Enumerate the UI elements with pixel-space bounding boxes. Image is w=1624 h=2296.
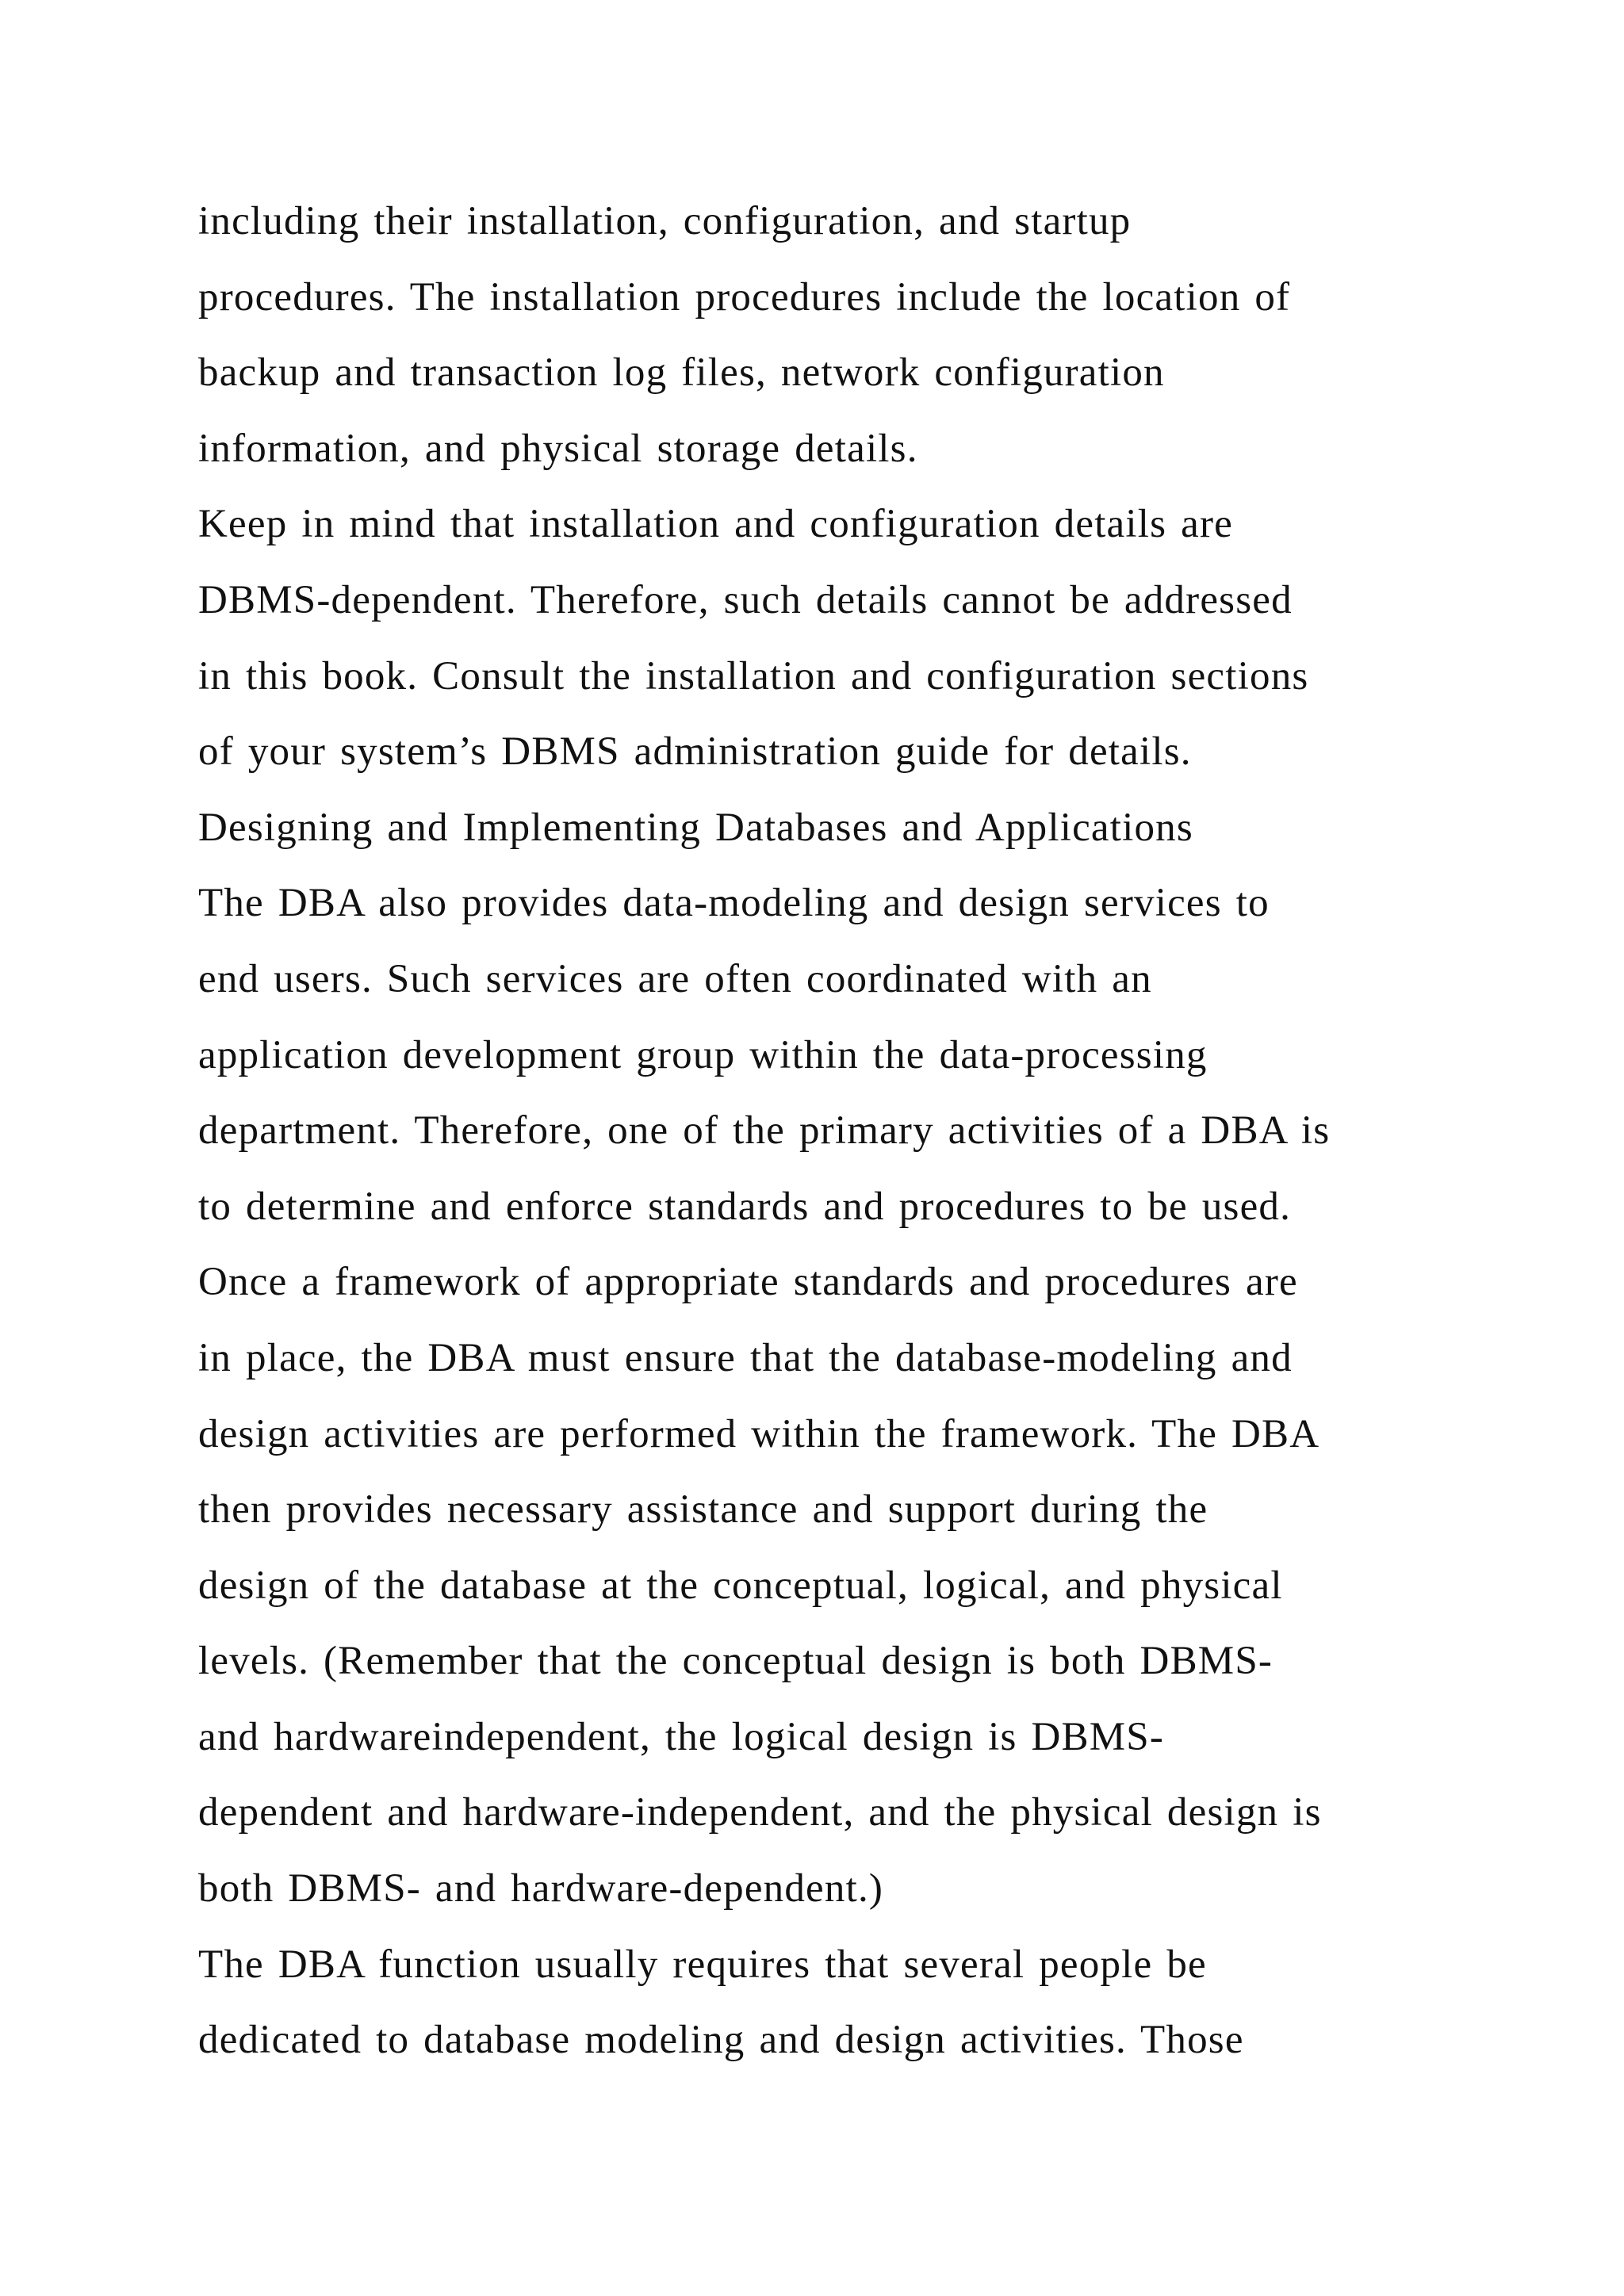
text-line: both DBMS- and hardware-dependent.): [198, 1866, 884, 1911]
text-line: dependent and hardware-independent, and the physical design is: [198, 1790, 1322, 1835]
text-line: of your system’s DBMS administration guide for details.: [198, 729, 1192, 775]
body-text: [198, 193, 1507, 2088]
text-line: The DBA also provides data-modeling and design services to: [198, 881, 1270, 926]
text-line: Keep in mind that installation and configuration details are: [198, 502, 1233, 547]
text-line: then provides necessary assistance and support during the: [198, 1487, 1208, 1533]
text-line: and hardwareindependent, the logical design is DBMS-: [198, 1714, 1165, 1759]
text-line: design activities are performed within the framework. The DBA: [198, 1411, 1320, 1456]
text-line: DBMS-dependent. Therefore, such details cannot be addressed: [198, 577, 1293, 622]
text-line: including their installation, configuration, and startup: [198, 199, 1132, 243]
text-line: procedures. The installation procedures include the location of: [198, 274, 1291, 320]
text-line: end users. Such services are often coordinated with an: [198, 956, 1152, 1001]
text-line: to determine and enforce standards and procedures to be used.: [198, 1184, 1292, 1229]
text-line: Once a framework of appropriate standards and procedures are: [198, 1260, 1298, 1305]
text-line: information, and physical storage details.: [198, 426, 918, 471]
text-line: The DBA function usually requires that several people be: [198, 1942, 1207, 1987]
text-line: backup and transaction log files, network configuration: [198, 350, 1165, 396]
text-line: design of the database at the conceptual, logical, and physical: [198, 1563, 1283, 1608]
text-line: application development group within the data-processing: [198, 1032, 1208, 1077]
text-line: in place, the DBA must ensure that the database-modeling and: [198, 1335, 1293, 1380]
text-line: levels. (Remember that the conceptual design is both DBMS-: [198, 1639, 1274, 1684]
section-heading: Designing and Implementing Databases and Applications: [198, 805, 1193, 850]
text-line: dedicated to database modeling and design activities. Those: [198, 2018, 1244, 2063]
text-line: in this book. Consult the installation and configuration sections: [198, 653, 1309, 698]
text-line: department. Therefore, one of the primary activities of a DBA is: [198, 1108, 1331, 1154]
